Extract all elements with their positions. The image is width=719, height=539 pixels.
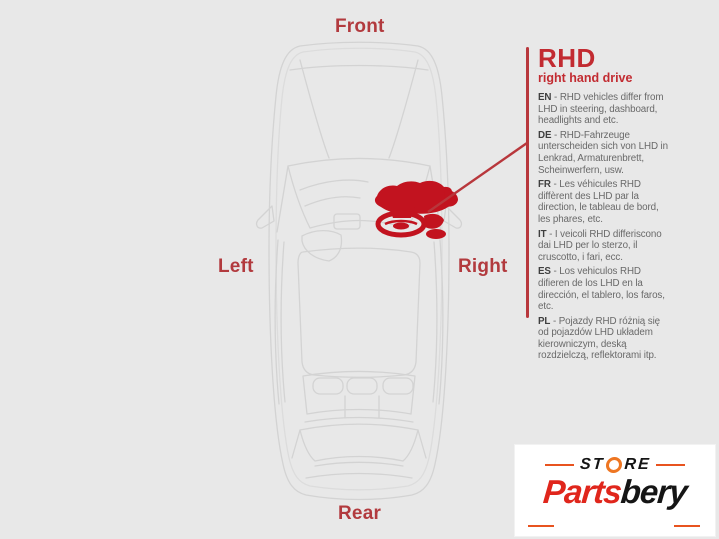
rhd-info-panel xyxy=(538,45,672,365)
label-left: Left xyxy=(218,256,254,277)
side-glass-left-2 xyxy=(281,242,285,402)
headrest-1 xyxy=(313,378,343,394)
dashboard-highlight xyxy=(375,181,454,214)
logo-accent-line-left xyxy=(545,464,574,466)
c-pillar-right xyxy=(418,430,426,458)
console-highlight-2 xyxy=(426,229,446,239)
console-highlight xyxy=(424,214,444,229)
roof-panel xyxy=(298,248,420,377)
logo-o-ring-icon xyxy=(606,457,623,473)
car-body-outline xyxy=(269,42,449,499)
logo-underline-right xyxy=(674,525,700,527)
logo-underline-left xyxy=(528,525,554,527)
side-mirror-right xyxy=(444,206,461,228)
logo-brand-wordmark xyxy=(514,475,717,509)
language-code-en: EN xyxy=(538,92,552,103)
entry-text-fr: - Les véhicules RHD diffèrent des LHD par la direction, le tableau de bord, les phares, etc. xyxy=(538,179,659,225)
front-bumper-line xyxy=(290,66,428,71)
trunk-line-1 xyxy=(315,462,403,466)
headrest-3 xyxy=(383,378,413,394)
panel-entry-fr xyxy=(538,179,672,225)
partsbery-logo xyxy=(514,444,716,537)
a-pillar-left xyxy=(277,166,288,232)
entry-text-es: - Los vehiculos RHD difieren de los LHD en la dirección, el tablero, los faros, etc. xyxy=(538,266,665,313)
side-mirror-left xyxy=(257,206,274,228)
panel-left-rule xyxy=(526,47,529,318)
logo-accent-line-right xyxy=(656,464,685,466)
panel-entry-pl xyxy=(538,316,672,362)
panel-entry-it xyxy=(538,229,672,264)
trunk-line-2 xyxy=(306,474,412,479)
label-rear: Rear xyxy=(338,503,382,524)
logo-store-text xyxy=(579,456,651,474)
logo-store-left: ST xyxy=(579,456,605,473)
language-code-it: IT xyxy=(538,228,547,240)
steering-hub-highlight xyxy=(393,223,409,230)
entry-text-de: - RHD-Fahrzeuge unterscheiden sich von LHD in Lenkrad, Armaturenbrett, Scheinwerfern, usw. xyxy=(538,129,668,176)
panel-title: RHD xyxy=(538,43,596,73)
panel-entry-es xyxy=(538,266,672,312)
entry-text-pl: - Pojazdy RHD różnią się od pojazdów LHD układem kierowniczym, deską rozdzielczą, reflektorami itp. xyxy=(538,315,660,362)
side-glass-right-2 xyxy=(433,242,437,402)
entry-text-en: - RHD vehicles differ from LHD in steering, dashboard, headlights and etc. xyxy=(538,92,664,127)
label-right: Right xyxy=(458,256,508,277)
rear-window xyxy=(300,424,418,461)
label-front: Front xyxy=(335,16,385,37)
c-pillar-left xyxy=(292,430,300,458)
language-code-pl: PL xyxy=(538,315,551,327)
logo-store-row xyxy=(515,456,715,474)
parcel-shelf xyxy=(305,418,413,423)
dashboard-line-1 xyxy=(300,180,368,190)
panel-subtitle: right hand drive xyxy=(538,71,633,85)
panel-entry-de xyxy=(538,130,672,176)
dashboard-line-2 xyxy=(305,197,360,206)
language-code-fr: FR xyxy=(538,179,551,191)
language-code-es: ES xyxy=(538,266,551,278)
panel-entry-en xyxy=(538,92,672,127)
entry-text-it: - I veicoli RHD differiscono dai LHD per lo sterzo, il cruscotto, i fari, ecc. xyxy=(538,228,662,263)
logo-brand-red: Parts xyxy=(541,473,623,510)
logo-brand-black: bery xyxy=(619,473,689,510)
language-code-de: DE xyxy=(538,129,552,141)
front-seat-left xyxy=(302,231,342,261)
callout-line xyxy=(428,143,527,212)
headrest-2 xyxy=(347,378,377,394)
logo-store-right: RE xyxy=(623,456,651,473)
hood-crease-left xyxy=(300,60,329,158)
hood-crease-right xyxy=(389,60,418,158)
